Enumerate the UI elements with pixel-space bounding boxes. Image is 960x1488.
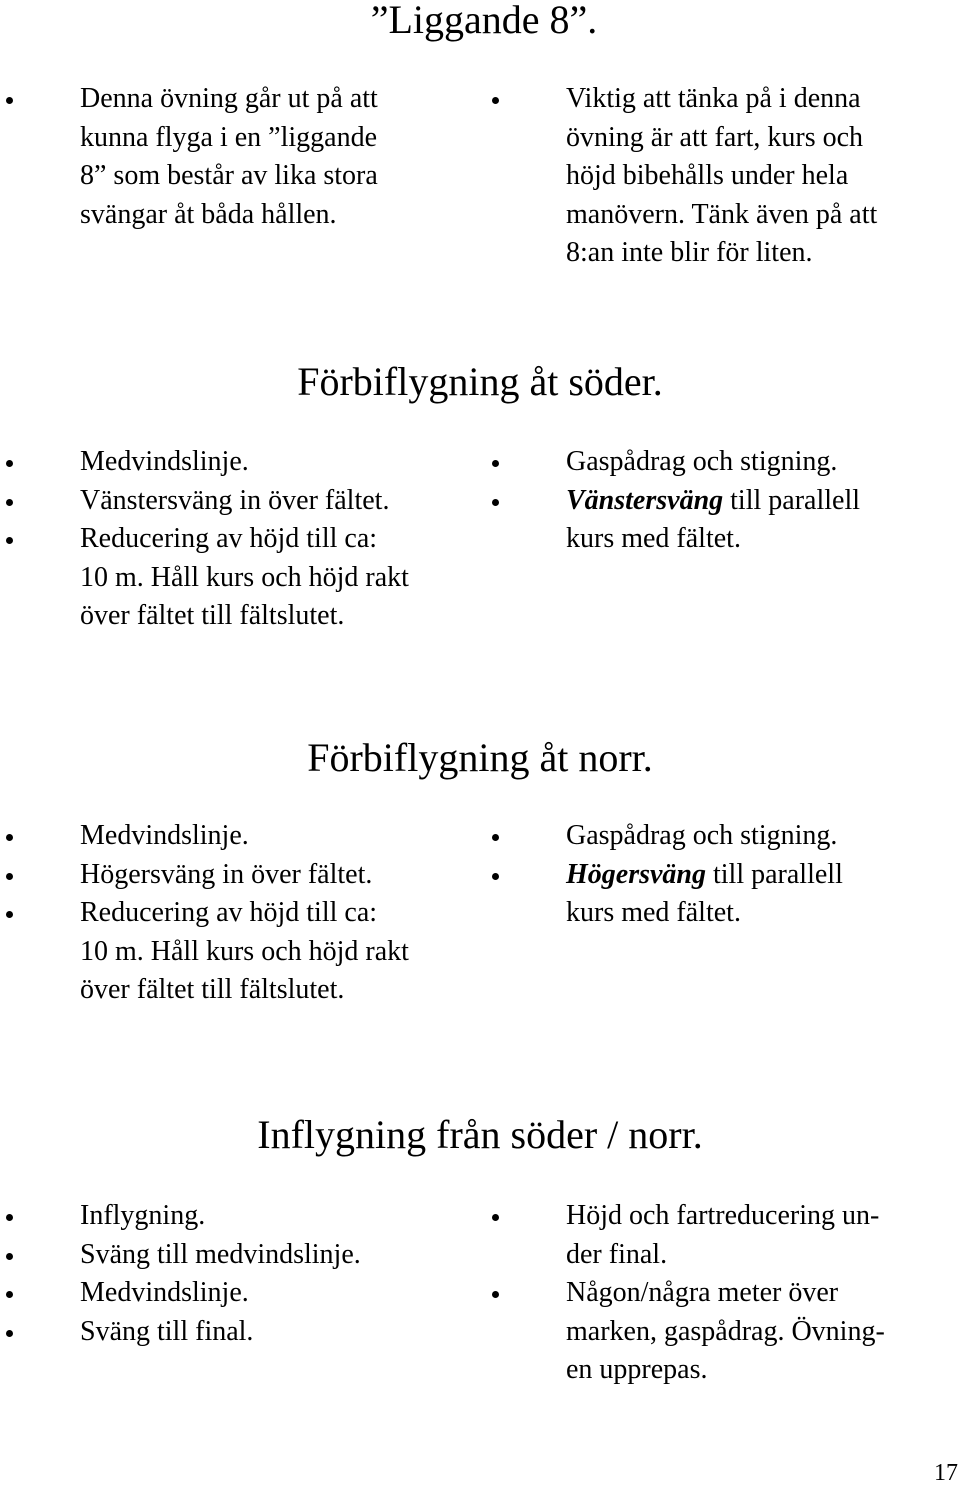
- approach-right-list: [486, 1197, 885, 1390]
- south-left-list: [0, 443, 409, 636]
- list-item: Någon/några meter över marken, gaspådrag. Övning- en upprepas.: [486, 1274, 885, 1390]
- list-item: Gaspådrag och stigning.: [486, 443, 860, 482]
- list-item: Sväng till final.: [0, 1313, 361, 1352]
- list-item: Medvindslinje.: [0, 443, 409, 482]
- list-item: Vänstersväng till parallell kurs med fältet.: [486, 482, 860, 559]
- section-heading-approach: Inflygning från söder / norr.: [257, 1112, 703, 1157]
- south-right-list: [486, 443, 860, 559]
- north-left-list: [0, 817, 409, 1010]
- section-heading-north: Förbiflygning åt norr.: [307, 735, 653, 780]
- list-item: Gaspådrag och stigning.: [486, 817, 843, 856]
- list-item: Denna övning går ut på att kunna flyga i en ”liggande 8” som består av lika stora svängar åt båda hållen.: [0, 80, 378, 234]
- intro-left-list: [0, 80, 378, 234]
- list-item: Sväng till medvindslinje.: [0, 1236, 361, 1275]
- list-item: Medvindslinje.: [0, 1274, 361, 1313]
- section-heading-south: Förbiflygning åt söder.: [297, 359, 663, 404]
- approach-left-list: [0, 1197, 361, 1351]
- list-item: Inflygning.: [0, 1197, 361, 1236]
- intro-right-list: [486, 80, 877, 273]
- list-item: Reducering av höjd till ca: 10 m. Håll kurs och höjd rakt över fältet till fältslutet.: [0, 894, 409, 1010]
- list-item: Viktig att tänka på i denna övning är att fart, kurs och höjd bibehålls under hela manövern. Tänk även på att 8:an inte blir för liten.: [486, 80, 877, 273]
- list-item: Högersväng in över fältet.: [0, 856, 409, 895]
- list-item: Högersväng till parallell kurs med fältet.: [486, 856, 843, 933]
- list-item: Höjd och fartreducering un- der final.: [486, 1197, 885, 1274]
- north-right-list: [486, 817, 843, 933]
- list-item: Reducering av höjd till ca: 10 m. Håll kurs och höjd rakt över fältet till fältslutet.: [0, 520, 409, 636]
- list-item: Vänstersväng in över fältet.: [0, 482, 409, 521]
- page-number: 17: [934, 1460, 958, 1486]
- list-item: Medvindslinje.: [0, 817, 409, 856]
- page-title: ”Liggande 8”.: [370, 0, 598, 42]
